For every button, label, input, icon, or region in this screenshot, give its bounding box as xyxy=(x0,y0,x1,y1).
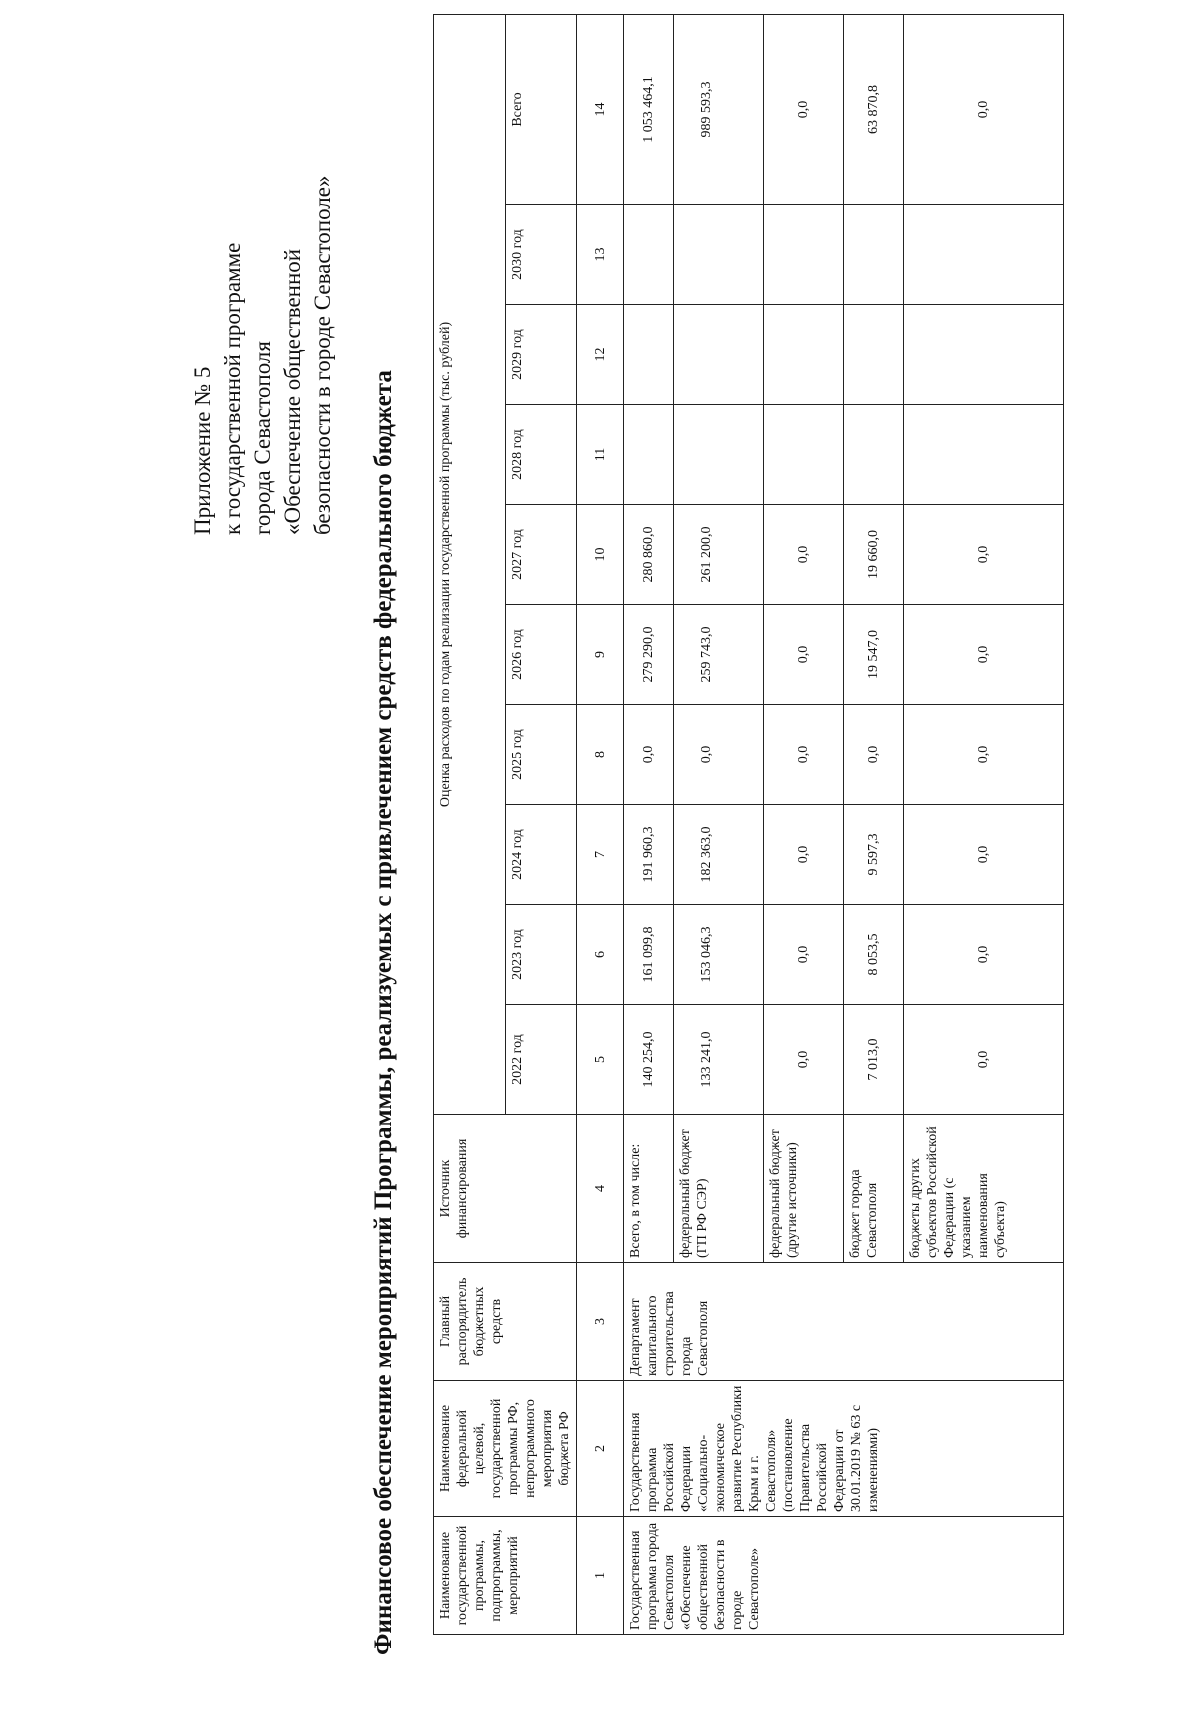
header-year: 2023 год xyxy=(505,905,577,1005)
index-cell: 12 xyxy=(577,305,624,405)
index-cell: 4 xyxy=(577,1115,624,1263)
header-expense-group: Оценка расходов по годам реализации государственной программы (тыс. рублей) xyxy=(434,14,506,1114)
value-cell xyxy=(674,205,764,305)
source-cell: Всего, в том числе: xyxy=(624,1115,674,1263)
value-cell: 0,0 xyxy=(844,705,904,805)
value-cell xyxy=(674,305,764,405)
appendix-line: безопасности в городе Севастополе» xyxy=(310,175,335,535)
header-year: 2022 год xyxy=(505,1005,577,1115)
value-cell xyxy=(904,405,1064,505)
header-federal-program: Наименование федеральной целевой, государственной программы РФ, непрограммного мероприятия бюджета РФ xyxy=(434,1381,577,1517)
value-cell: 0,0 xyxy=(674,705,764,805)
value-cell: 0,0 xyxy=(764,605,844,705)
index-cell: 11 xyxy=(577,405,624,505)
value-cell: 0,0 xyxy=(764,805,844,905)
value-cell: 8 053,5 xyxy=(844,905,904,1005)
value-cell: 0,0 xyxy=(764,505,844,605)
value-cell xyxy=(764,305,844,405)
value-cell: 0,0 xyxy=(904,805,1064,905)
header-year: 2028 год xyxy=(505,405,577,505)
index-cell: 9 xyxy=(577,605,624,705)
source-cell: федеральный бюджет (другие источники) xyxy=(764,1115,844,1263)
index-cell: 14 xyxy=(577,14,624,204)
program-name-cell: Государственная программа города Севастополя «Обеспечение общественной безопасности в городе Севастополе» xyxy=(624,1517,1064,1635)
financing-table xyxy=(433,14,1064,1635)
source-cell: федеральный бюджет (ГП РФ СЭР) xyxy=(674,1115,764,1263)
index-cell: 1 xyxy=(577,1517,624,1635)
value-cell: 0,0 xyxy=(904,705,1064,805)
value-cell: 0,0 xyxy=(904,905,1064,1005)
value-cell xyxy=(764,405,844,505)
value-cell xyxy=(624,405,674,505)
value-cell: 279 290,0 xyxy=(624,605,674,705)
header-year: 2024 год xyxy=(505,805,577,905)
document-title: Финансовое обеспечение мероприятий Программы, реализуемых с привлечением средств федерального бюджета xyxy=(370,370,397,1655)
index-cell: 3 xyxy=(577,1263,624,1381)
index-cell: 8 xyxy=(577,705,624,805)
value-cell: 259 743,0 xyxy=(674,605,764,705)
value-cell xyxy=(844,405,904,505)
value-cell: 0,0 xyxy=(764,1005,844,1115)
appendix-note xyxy=(188,15,338,535)
index-cell: 10 xyxy=(577,505,624,605)
value-cell: 0,0 xyxy=(904,1005,1064,1115)
header-year: 2025 год xyxy=(505,705,577,805)
value-cell xyxy=(674,405,764,505)
appendix-line: к государственной программе xyxy=(220,242,245,535)
index-row xyxy=(577,14,624,1634)
header-source: Источник финансирования xyxy=(434,1115,577,1263)
value-cell xyxy=(844,305,904,405)
total-cell: 63 870,8 xyxy=(844,14,904,204)
appendix-line: Приложение № 5 xyxy=(190,366,215,535)
index-cell: 7 xyxy=(577,805,624,905)
value-cell: 0,0 xyxy=(904,605,1064,705)
value-cell: 0,0 xyxy=(764,705,844,805)
header-manager: Главный распорядитель бюджетных средств xyxy=(434,1263,577,1381)
value-cell: 7 013,0 xyxy=(844,1005,904,1115)
value-cell: 261 200,0 xyxy=(674,505,764,605)
value-cell: 19 660,0 xyxy=(844,505,904,605)
index-cell: 5 xyxy=(577,1005,624,1115)
index-cell: 2 xyxy=(577,1381,624,1517)
manager-cell: Департамент капитального строительства города Севастополя xyxy=(624,1263,1064,1381)
value-cell: 0,0 xyxy=(764,905,844,1005)
value-cell xyxy=(764,205,844,305)
value-cell: 9 597,3 xyxy=(844,805,904,905)
header-year: 2027 год xyxy=(505,505,577,605)
value-cell xyxy=(624,205,674,305)
appendix-line: города Севастополя xyxy=(250,341,275,535)
source-cell: бюджеты других субъектов Российской Федерации (с указанием наименования субъекта) xyxy=(904,1115,1064,1263)
value-cell xyxy=(904,205,1064,305)
header-program: Наименование государственной программы, подпрограммы, мероприятий xyxy=(434,1517,577,1635)
value-cell: 182 363,0 xyxy=(674,805,764,905)
total-cell: 1 053 464,1 xyxy=(624,14,674,204)
source-cell: бюджет города Севастополя xyxy=(844,1115,904,1263)
table-row xyxy=(624,14,674,1634)
index-cell: 13 xyxy=(577,205,624,305)
index-cell: 6 xyxy=(577,905,624,1005)
appendix-line: «Обеспечение общественной xyxy=(280,248,305,535)
value-cell: 280 860,0 xyxy=(624,505,674,605)
value-cell xyxy=(624,305,674,405)
value-cell: 191 960,3 xyxy=(624,805,674,905)
value-cell: 19 547,0 xyxy=(844,605,904,705)
value-cell: 0,0 xyxy=(904,505,1064,605)
value-cell: 153 046,3 xyxy=(674,905,764,1005)
value-cell xyxy=(904,305,1064,405)
header-year: 2029 год xyxy=(505,305,577,405)
header-year: 2030 год xyxy=(505,205,577,305)
federal-program-cell: Государственная программа Российской Федерации «Социально-экономическое развитие Республики Крым и г. Севастополя» (постановление Правительства Российской Федерации от 30.01.2019 № 63 с изменениями) xyxy=(624,1381,1064,1517)
total-cell: 0,0 xyxy=(904,14,1064,204)
header-total: Всего xyxy=(505,14,577,204)
total-cell: 0,0 xyxy=(764,14,844,204)
total-cell: 989 593,3 xyxy=(674,14,764,204)
value-cell: 0,0 xyxy=(624,705,674,805)
header-year: 2026 год xyxy=(505,605,577,705)
value-cell: 133 241,0 xyxy=(674,1005,764,1115)
value-cell: 161 099,8 xyxy=(624,905,674,1005)
value-cell xyxy=(844,205,904,305)
header-row xyxy=(434,14,506,1634)
value-cell: 140 254,0 xyxy=(624,1005,674,1115)
